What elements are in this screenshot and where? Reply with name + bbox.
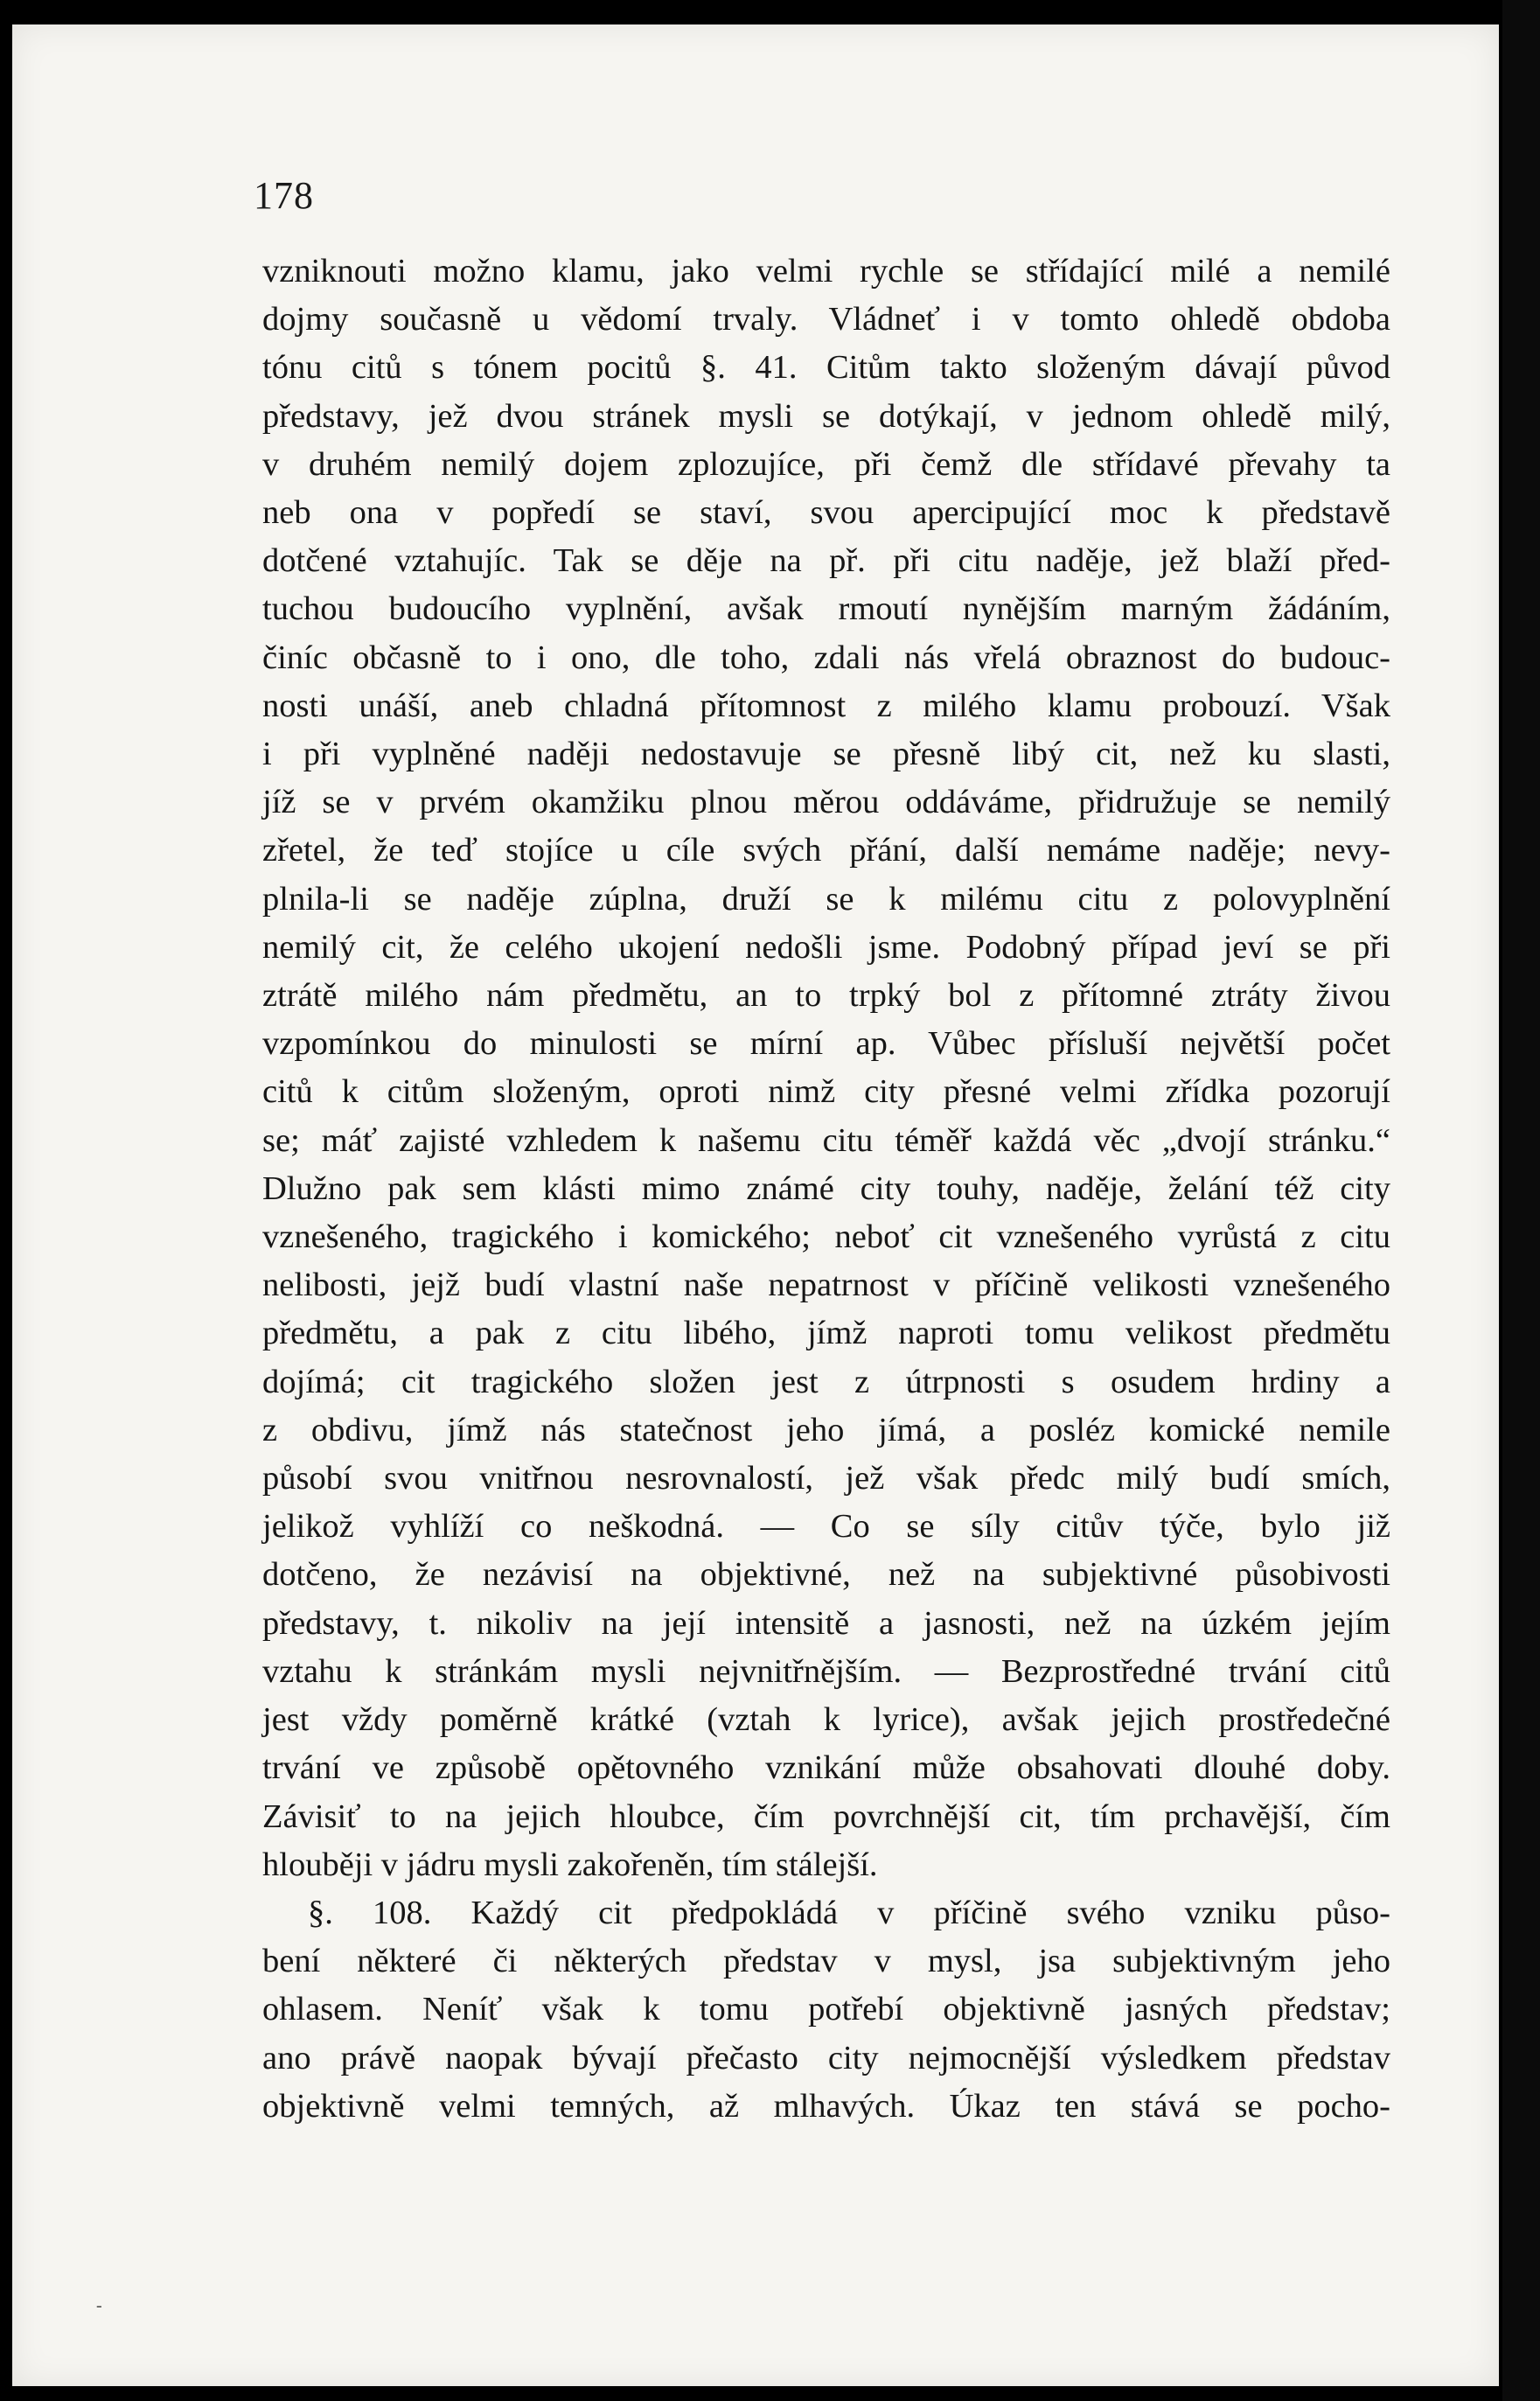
text-line: vznešeného, tragického i komického; neboť cit vznešeného vyrůstá z citu	[262, 1218, 1390, 1256]
text-line: nosti unáší, aneb chladná přítomnost z milého klamu probouzí. Však	[262, 687, 1390, 724]
text-line: představy, jež dvou stránek mysli se dotýkají, v jednom ohledě milý,	[262, 397, 1390, 435]
text-line: nemilý cit, že celého ukojení nedošli jsme. Podobný případ jeví se při	[262, 928, 1390, 966]
text-line: nelibosti, jejž budí vlastní naše nepatrnost v příčině velikosti vznešeného	[262, 1267, 1390, 1304]
text-line: Dlužno pak sem klásti mimo známé city touhy, naděje, želání též city	[262, 1169, 1390, 1207]
text-line: se; máť zajisté vzhledem k našemu citu téměř každá věc „dvojí stránku.“	[262, 1121, 1390, 1159]
text-line: citů k citům složeným, oproti nimž city přesné velmi zřídka pozorují	[262, 1073, 1390, 1111]
text-line: dotčeno, že nezávisí na objektivné, než na subjektivné působivosti	[262, 1556, 1390, 1594]
text-line: předmětu, a pak z citu libého, jímž naproti tomu velikost předmětu	[262, 1315, 1390, 1352]
text-line: ohlasem. Neníť však k tomu potřebí objektivně jasných představ;	[262, 1991, 1390, 2028]
margin-mark: -	[96, 2296, 102, 2315]
text-line: vzniknouti možno klamu, jako velmi rychle se střídající milé a nemilé	[262, 253, 1390, 290]
text-line: trvání ve způsobě opětovného vznikání může obsahovati dlouhé doby.	[262, 1749, 1390, 1787]
scan-edge	[1502, 0, 1540, 2401]
text-line: neb ona v popředí se staví, svou apercipující moc k představě	[262, 494, 1390, 532]
text-line: z obdivu, jímž nás statečnost jeho jímá, a posléz komické nemile	[262, 1411, 1390, 1448]
text-line: bení některé či některých představ v mysl, jsa subjektivným jeho	[262, 1943, 1390, 1980]
text-line: objektivně velmi temných, až mlhavých. Úkaz ten stává se pocho-	[262, 2087, 1390, 2125]
text-line: ztrátě milého nám předmětu, an to trpký bol z přítomné ztráty živou	[262, 977, 1390, 1015]
text-line: jelikož vyhlíží co neškodná. — Co se síly citův týče, bylo již	[262, 1508, 1390, 1546]
text-line: i při vyplněné naději nedostavuje se přesně libý cit, než ku slasti,	[262, 736, 1390, 773]
text-line: jíž se v prvém okamžiku plnou měrou oddáváme, přidružuje se nemilý	[262, 784, 1390, 821]
text-line: v druhém nemilý dojem zplozujíce, při čemž dle střídavé převahy ta	[262, 445, 1390, 483]
text-line: jest vždy poměrně krátké (vztah k lyrice), avšak jejich prostředečné	[262, 1701, 1390, 1739]
text-line: vztahu k stránkám mysli nejvnitřnějším. — Bezprostředné trvání citů	[262, 1652, 1390, 1690]
text-line: plnila-li se naděje zúplna, druží se k milému citu z polovyplnění	[262, 880, 1390, 918]
text-line: Závisiť to na jejich hloubce, čím povrchnější cit, tím prchavější, čím	[262, 1797, 1390, 1835]
text-line: působí svou vnitřnou nesrovnalostí, jež však předc milý budí smích,	[262, 1460, 1390, 1497]
text-line: dotčené vztahujíc. Tak se děje na př. při citu naděje, jež blaží před-	[262, 542, 1390, 580]
text-line: tuchou budoucího vyplnění, avšak rmoutí nynějším marným žádáním,	[262, 590, 1390, 628]
body-text	[262, 248, 1390, 2131]
page-number: 178	[254, 174, 314, 217]
text-line: zřetel, že teď stojíce u cíle svých přání, další nemáme naděje; nevy-	[262, 832, 1390, 869]
text-line: dojímá; cit tragického složen jest z útrpnosti s osudem hrdiny a	[262, 1363, 1390, 1400]
text-line: vzpomínkou do minulosti se mírní ap. Vůbec přísluší největší počet	[262, 1025, 1390, 1063]
text-line: dojmy současně u vědomí trvaly. Vládneť i v tomto ohledě obdoba	[262, 301, 1390, 339]
text-line: činíc občasně to i ono, dle toho, zdali nás vřelá obraznost do budouc-	[262, 639, 1390, 676]
section-108-start-line: §. 108. Každý cit předpokládá v příčině svého vzniku půso-	[308, 1894, 1390, 1931]
text-line: tónu citů s tónem pocitů §. 41. Citům takto složeným dávají původ	[262, 349, 1390, 387]
paragraph-end-line: hlouběji v jádru mysli zakořeněn, tím stálejší.	[262, 1846, 878, 1883]
text-line: ano právě naopak bývají přečasto city nejmocnější výsledkem představ	[262, 2039, 1390, 2076]
text-line: představy, t. nikoliv na její intensitě a jasnosti, než na úzkém jejím	[262, 1604, 1390, 1642]
